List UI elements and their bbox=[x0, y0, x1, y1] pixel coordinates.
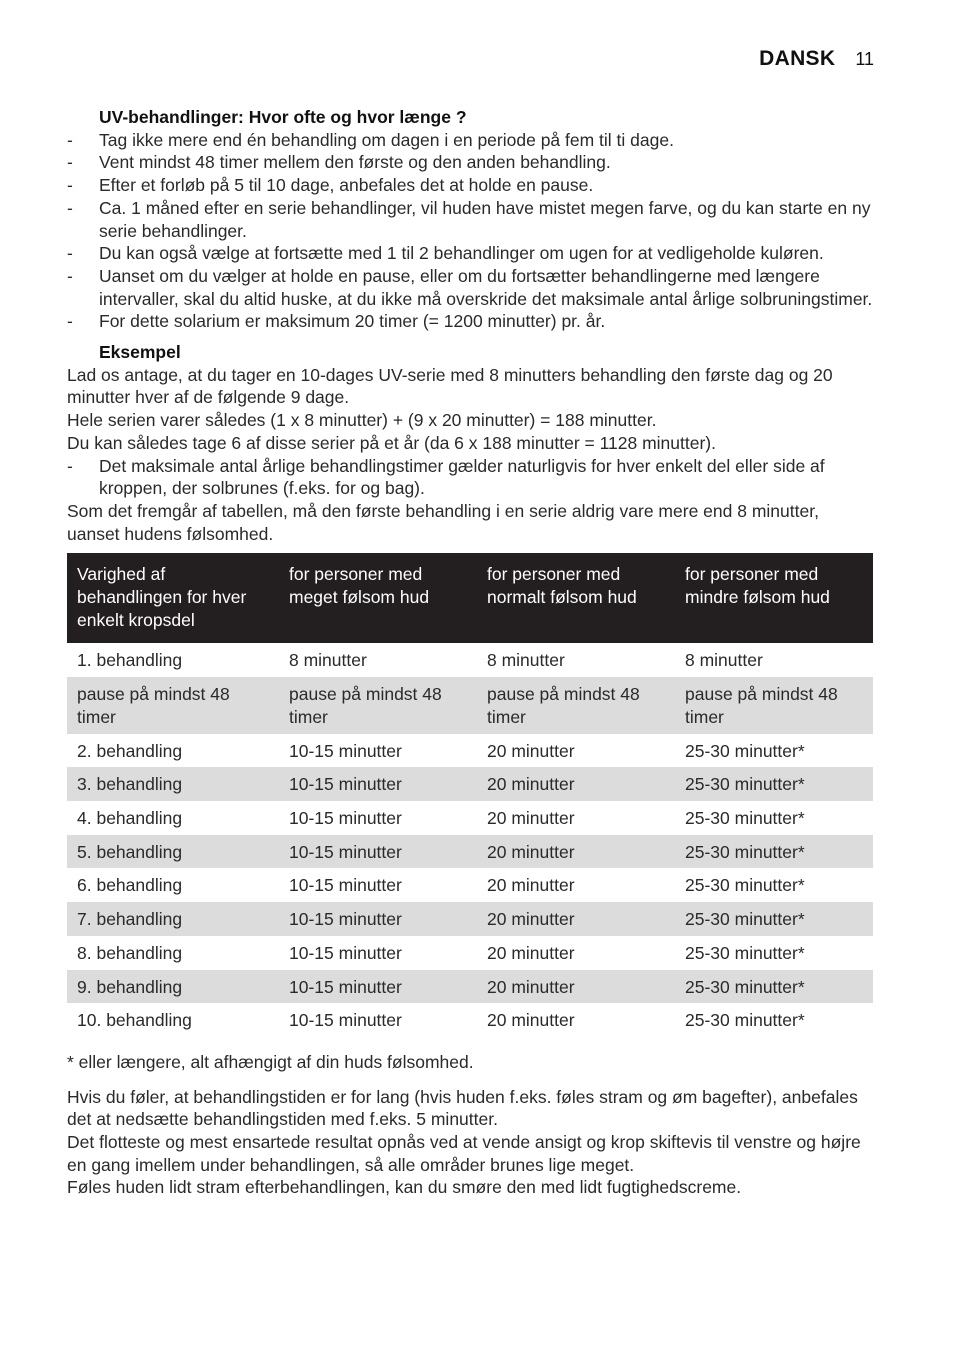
table-cell: pause på mindst 48 timer bbox=[477, 677, 675, 733]
table-cell: 10-15 minutter bbox=[279, 767, 477, 801]
closing-paragraph: Hvis du føler, at behandlingstiden er for lang (hvis huden f.eks. føles stram og øm bagefter), anbefales det at nedsætte behandlingstiden med f.eks. 5 minutter. bbox=[67, 1086, 858, 1130]
table-cell: 25-30 minutter* bbox=[685, 740, 805, 761]
language-label: DANSK bbox=[759, 47, 836, 70]
table-cell: 25-30 minutter* bbox=[675, 767, 873, 801]
table-header-cell: for personer med normalt følsom hud bbox=[477, 553, 675, 643]
table-cell: 8 minutter bbox=[487, 650, 565, 671]
table-cell: 20 minutter bbox=[487, 740, 575, 761]
table-cell: 25-30 minutter* bbox=[685, 875, 805, 896]
example-paragraph: Som det fremgår af tabellen, må den første behandling i en serie aldrig vare mere end 8 minutter, uanset hudens følsomhed. bbox=[67, 500, 819, 544]
table-cell: 10-15 minutter bbox=[289, 807, 402, 828]
table-cell: 10-15 minutter bbox=[289, 875, 402, 896]
table-row bbox=[67, 936, 873, 970]
table-cell: 25-30 minutter* bbox=[675, 970, 873, 1004]
list-item: - Tag ikke mere end én behandling om dagen i en periode på fem til ti dage. bbox=[67, 129, 873, 152]
table-cell: 20 minutter bbox=[487, 875, 575, 896]
table-cell: 20 minutter bbox=[477, 835, 675, 869]
table-header-row bbox=[67, 553, 873, 643]
list-item: - Det maksimale antal årlige behandlingstimer gælder naturligvis for hver enkelt del eller side af kroppen, der solbrunes (f.eks. for og bag). bbox=[67, 455, 873, 500]
table-cell: pause på mindst 48 timer bbox=[675, 677, 873, 733]
table-row bbox=[67, 801, 873, 835]
table-cell: 10-15 minutter bbox=[279, 835, 477, 869]
table-cell: 8 minutter bbox=[685, 650, 763, 671]
table-header-cell: Varighed af behandlingen for hver enkelt kropsdel bbox=[67, 553, 279, 643]
table-cell: 10-15 minutter bbox=[279, 970, 477, 1004]
table-row bbox=[67, 734, 873, 768]
closing-text bbox=[67, 1086, 873, 1200]
table-cell: 20 minutter bbox=[477, 902, 675, 936]
table-row bbox=[67, 835, 873, 869]
closing-paragraph: Føles huden lidt stram efterbehandlingen, kan du smøre den med lidt fugtighedscreme. bbox=[67, 1177, 742, 1198]
table-cell: 1. behandling bbox=[77, 650, 183, 671]
page-content bbox=[67, 106, 873, 1199]
example-bullet-list bbox=[67, 455, 873, 500]
table-row bbox=[67, 970, 873, 1004]
table-cell: 3. behandling bbox=[67, 767, 279, 801]
list-item: - Vent mindst 48 timer mellem den første og den anden behandling. bbox=[67, 151, 873, 174]
list-item: - Uanset om du vælger at holde en pause, eller om du fortsætter behandlingerne med længere intervaller, skal du altid huske, at du ikke må overskride det maksimale antal årlige solbruningstimer. bbox=[67, 265, 873, 310]
table-cell: 20 minutter bbox=[477, 767, 675, 801]
table-row bbox=[67, 643, 873, 677]
table-cell: 2. behandling bbox=[77, 740, 183, 761]
table-cell: 25-30 minutter* bbox=[685, 807, 805, 828]
table-cell: 10-15 minutter bbox=[289, 740, 402, 761]
table-header-cell: for personer med mindre følsom hud bbox=[675, 553, 873, 643]
table-cell: 20 minutter bbox=[477, 970, 675, 1004]
table-cell: 8. behandling bbox=[77, 942, 183, 963]
table-cell: 7. behandling bbox=[67, 902, 279, 936]
table-row bbox=[67, 1003, 873, 1037]
list-item: - Ca. 1 måned efter en serie behandlinger, vil huden have mistet megen farve, og du kan starte en ny serie behandlinger. bbox=[67, 197, 873, 242]
table-cell: 25-30 minutter* bbox=[675, 902, 873, 936]
example-paragraph: Hele serien varer således (1 x 8 minutter) + (9 x 20 minutter) = 188 minutter. bbox=[67, 410, 657, 431]
table-cell: 20 minutter bbox=[487, 807, 575, 828]
table-cell: pause på mindst 48 timer bbox=[279, 677, 477, 733]
uv-bullet-list bbox=[67, 129, 873, 333]
table-cell: 9. behandling bbox=[67, 970, 279, 1004]
table-cell: 4. behandling bbox=[77, 807, 183, 828]
footnote: * eller længere, alt afhængigt af din huds følsomhed. bbox=[67, 1051, 474, 1072]
example-paragraph: Lad os antage, at du tager en 10-dages UV-serie med 8 minutters behandling den første dag og 20 minutter hver af de følgende 9 dage. bbox=[67, 364, 833, 408]
table-cell: 20 minutter bbox=[487, 942, 575, 963]
table-cell: 10. behandling bbox=[77, 1010, 192, 1031]
example-paragraph: Du kan således tage 6 af disse serier på et år (da 6 x 188 minutter = 1128 minutter). bbox=[67, 432, 716, 453]
list-item: - Du kan også vælge at fortsætte med 1 til 2 behandlinger om ugen for at vedligeholde kuløren. bbox=[67, 242, 873, 265]
table-cell: 10-15 minutter bbox=[289, 942, 402, 963]
table-cell: 25-30 minutter* bbox=[675, 835, 873, 869]
table-header-cell: for personer med meget følsom hud bbox=[279, 553, 477, 643]
table-cell: 10-15 minutter bbox=[279, 902, 477, 936]
table-cell: 25-30 minutter* bbox=[685, 1010, 805, 1031]
page-number: 11 bbox=[855, 49, 874, 69]
list-item: - Efter et forløb på 5 til 10 dage, anbefales det at holde en pause. bbox=[67, 174, 873, 197]
table-cell: 6. behandling bbox=[77, 875, 183, 896]
table-cell: pause på mindst 48 timer bbox=[67, 677, 279, 733]
table-cell: 8 minutter bbox=[289, 650, 367, 671]
table-cell: 10-15 minutter bbox=[289, 1010, 402, 1031]
table-cell: 25-30 minutter* bbox=[685, 942, 805, 963]
section-heading-uv: UV-behandlinger: Hvor ofte og hvor længe ? bbox=[99, 107, 467, 127]
list-item: - For dette solarium er maksimum 20 timer (= 1200 minutter) pr. år. bbox=[67, 310, 873, 333]
table-cell: 20 minutter bbox=[487, 1010, 575, 1031]
closing-paragraph: Det flotteste og mest ensartede resultat opnås ved at vende ansigt og krop skiftevis til venstre og højre en gang imellem under behandlingen, så alle områder brunes lige meget. bbox=[67, 1132, 861, 1175]
treatment-table bbox=[67, 553, 873, 1037]
table-row bbox=[67, 902, 873, 936]
page-header bbox=[759, 47, 874, 71]
table-cell: 5. behandling bbox=[67, 835, 279, 869]
table-row bbox=[67, 677, 873, 733]
table-row bbox=[67, 868, 873, 902]
table-row bbox=[67, 767, 873, 801]
section-heading-example: Eksempel bbox=[99, 342, 181, 363]
